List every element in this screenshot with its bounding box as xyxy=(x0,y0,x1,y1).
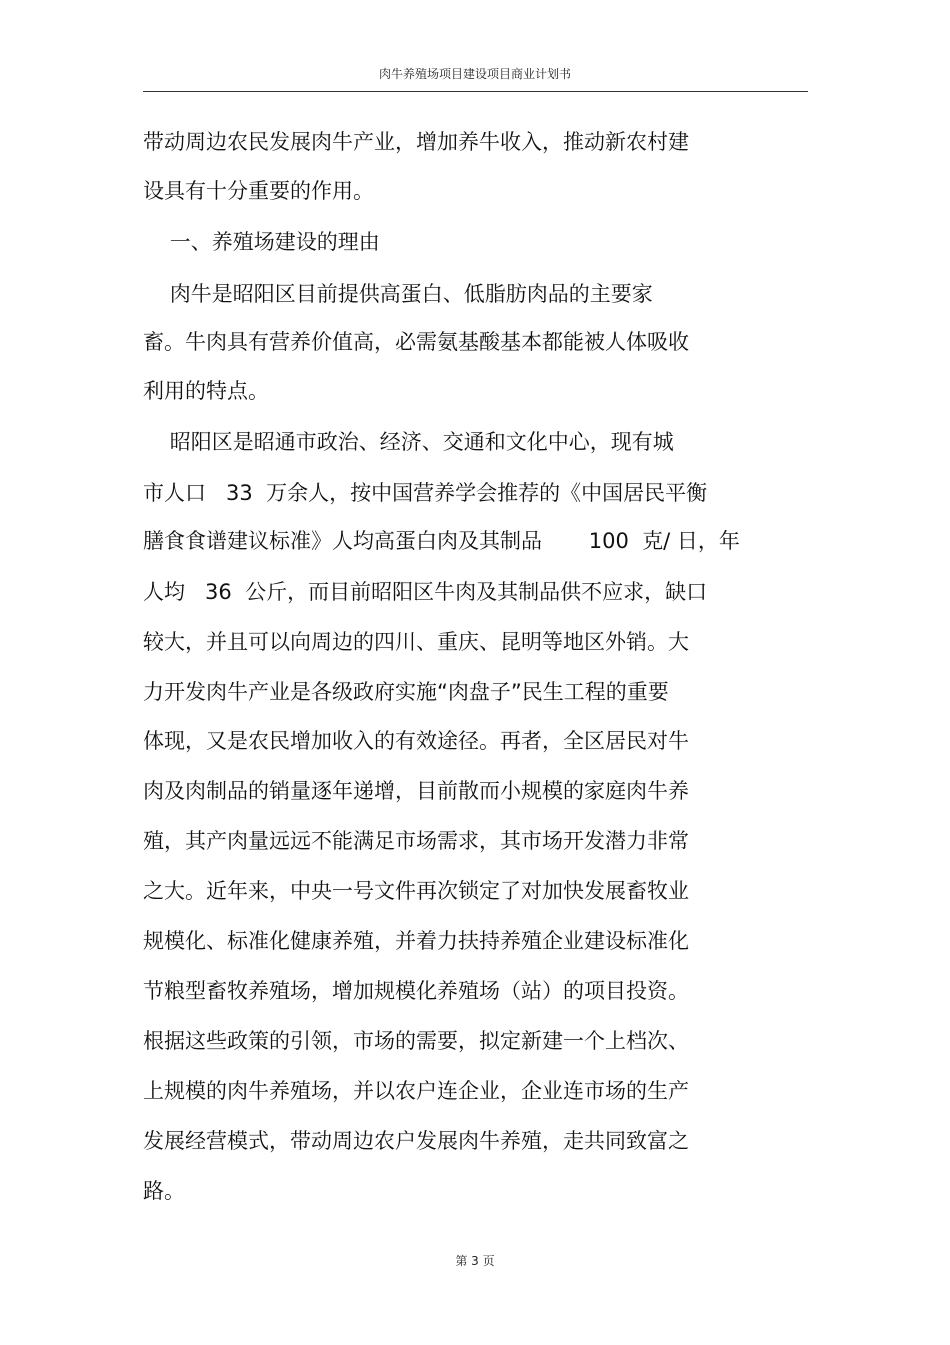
body-line: 人均 36 公斤，而目前昭阳区牛肉及其制品供不应求，缺口 xyxy=(143,580,708,604)
body-line: 体现，又是农民增加收入的有效途径。再者，全区居民对牛 xyxy=(143,729,689,753)
body-line: 之大。近年来，中央一号文件再次锁定了对加快发展畜牧业 xyxy=(143,879,689,903)
body-line: 昭阳区是昭通市政治、经济、交通和文化中心，现有城 xyxy=(143,430,674,454)
body-line: 利用的特点。 xyxy=(143,379,269,403)
body-line: 带动周边农民发展肉牛产业，增加养牛收入，推动新农村建 xyxy=(143,130,689,154)
body-line: 节粮型畜牧养殖场，增加规模化养殖场（站）的项目投资。 xyxy=(143,979,689,1003)
body-line: 畜。牛肉具有营养价值高，必需氨基酸基本都能被人体吸收 xyxy=(143,330,689,354)
page-header: 肉牛养殖场项目建设项目商业计划书 xyxy=(378,67,571,81)
body-line: 根据这些政策的引领，市场的需要，拟定新建一个上档次、 xyxy=(143,1029,689,1053)
body-line: 肉牛是昭阳区目前提供高蛋白、低脂肪肉品的主要家 xyxy=(143,282,653,306)
header-divider xyxy=(143,91,808,92)
body-line: 殖，其产肉量远远不能满足市场需求，其市场开发潜力非常 xyxy=(143,829,689,853)
body-line: 力开发肉牛产业是各级政府实施“肉盘子”民生工程的重要 xyxy=(143,680,669,704)
body-line: 肉及肉制品的销量逐年递增，目前散而小规模的家庭肉牛养 xyxy=(143,779,689,803)
body-line: 设具有十分重要的作用。 xyxy=(143,179,374,203)
body-line: 规模化、标准化健康养殖，并着力扶持养殖企业建设标准化 xyxy=(143,929,689,953)
body-line: 路。 xyxy=(143,1179,185,1203)
body-line: 较大，并且可以向周边的四川、重庆、昆明等地区外销。大 xyxy=(143,630,689,654)
body-line: 市人口 33 万余人，按中国营养学会推荐的《中国居民平衡 xyxy=(143,481,708,505)
body-line: 膳食食谱建议标准》人均高蛋白肉及其制品 100 克/ 日，年 xyxy=(143,529,740,553)
body-line: 上规模的肉牛养殖场，并以农户连企业，企业连市场的生产 xyxy=(143,1079,689,1103)
body-line: 发展经营模式，带动周边农户发展肉牛养殖，走共同致富之 xyxy=(143,1129,689,1153)
page-number: 第 3 页 xyxy=(455,1254,495,1268)
section-heading: 一、养殖场建设的理由 xyxy=(143,230,380,254)
